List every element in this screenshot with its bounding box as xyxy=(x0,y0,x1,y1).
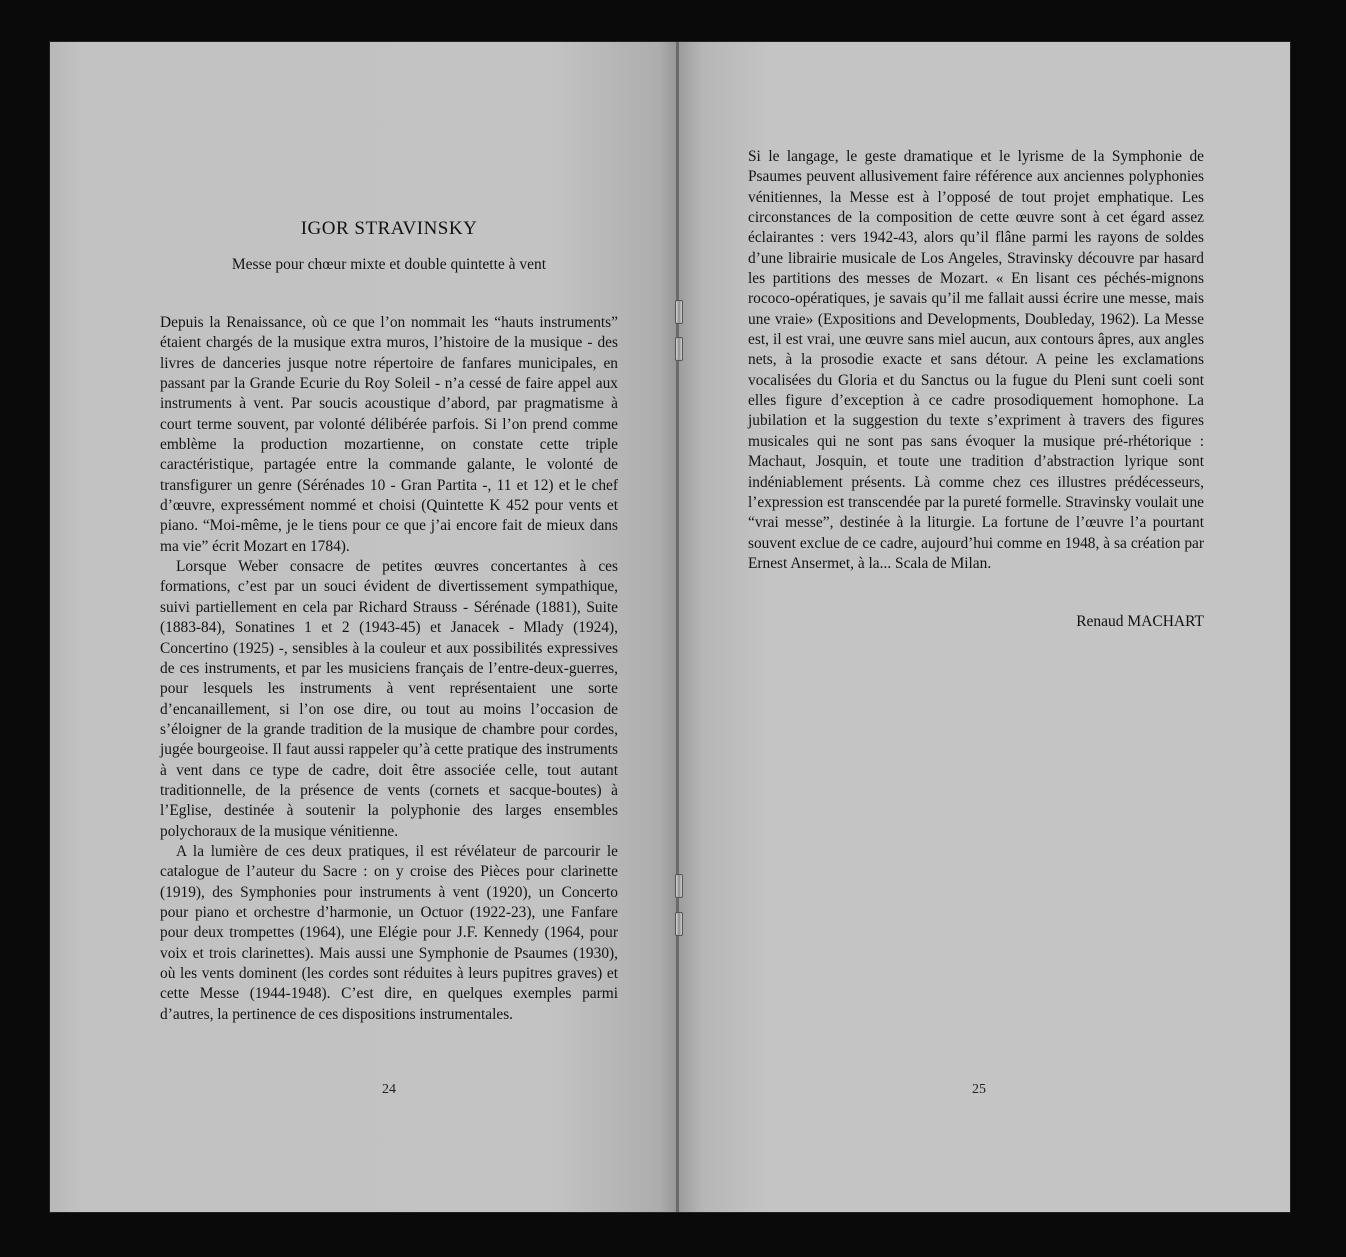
staple-bottom-b xyxy=(675,912,683,936)
title-rest: GOR STRAVINSKY xyxy=(307,218,478,239)
staple-bottom-a xyxy=(675,874,683,898)
page-number-left: 24 xyxy=(382,1082,396,1097)
left-page xyxy=(50,42,678,1212)
left-body-text xyxy=(160,313,618,1025)
paragraph-3: A la lumière de ces deux pratiques, il est révélateur de parcourir le catalogue de l’auteur du Sacre : on y croise des Pièces pour clarinette (1919), des Symphonies pour instruments à vent (1920), un Concerto pour piano et orchestre d’harmonie, un Octuor (1922-23), une Fanfare pour deux trompettes (1964), une Elégie pour J.F. Kennedy (1964, pour voix et trois clarinettes). Mais aussi une Symphonie de Psaumes (1930), où les vents dominent (les cordes sont réduites à leurs pupitres graves) et cette Messe (1944-1948). C’est dire, en quelques exemples parmi d’autres, la pertinence de ces dispositions instrumentales. xyxy=(160,842,618,1023)
right-page xyxy=(678,42,1290,1212)
paragraph-1: Depuis la Renaissance, où ce que l’on nommait les “hauts instruments” étaient chargés de la musique extra muros, l’histoire de la musique - des livres de danceries jusque notre répertoire de fanfares municipales, en passant par la Grande Ecurie du Roy Soleil - n’a cessé de faire appel aux instruments à vent. Par soucis acoustique d’abord, par pragmatisme à court terme souvent, par volonté délibérée parfois. Si l’on prend comme emblème la production mozartienne, on constate cette triple caractéristique, partagée entre la commande galante, le volonté de transfigurer un genre (Sérénades 10 - Gran Partita -, 11 et 12) et le chef d’œuvre, expressément nommé et choisi (Quintette K 452 pour vents et piano. “Moi-même, je le tiens pour ce que j’ai encore fait de mieux dans ma vie” écrit Mozart en 1784). xyxy=(160,314,618,555)
page-number-right: 25 xyxy=(972,1082,986,1097)
staple-top-b xyxy=(675,337,683,361)
paragraph-2: Lorsque Weber consacre de petites œuvres concertantes à ces formations, c’est par un souci évident de divertissement sympathique, suivi partiellement en cela par Richard Strauss - Sérénade (1881), Suite (1883-84), Sonatines 1 et 2 (1943-45) et Janacek - Mlady (1924), Concertino (1925) -, sensibles à la couleur et aux possibilités expressives de ces instruments, et par les musiciens français de l’entre-deux-guerres, pour lesquels les instruments à vent représentaient une sorte d’encanaillement, si l’on ose dire, ou tout au moins l’occasion de s’éloigner de la grande tradition de la musique de chambre pour cordes, jugée bourgeoise. Il faut aussi rappeler qu’à cette pratique des instruments à vent dans ce type de cadre, doit être associée celle, tout autant traditionnelle, de la présence de vents (cornets et sacque-boutes) à l’Eglise, destinée à soutenir la polyphonie des larges ensembles polychoraux de la musique vénitienne. xyxy=(160,558,618,840)
page-subtitle: Messe pour chœur mixte et double quintette à vent xyxy=(231,256,547,273)
author-signature: Renaud MACHART xyxy=(1076,613,1204,630)
open-booklet xyxy=(50,42,1290,1212)
page-title xyxy=(160,218,618,240)
paragraph-4: Si le langage, le geste dramatique et le lyrisme de la Symphonie de Psaumes peuvent allusivement faire référence aux anciennes polyphonies vénitiennes, la Messe est à l’opposé de tout projet emphatique. Les circonstances de la composition de cette œuvre sont à cet égard assez éclairantes : vers 1942-43, alors qu’il flâne parmi les rayons de soldes d’une librairie musicale de Los Angeles, Stravinsky découvre par hasard les partitions des messes de Mozart. « En lisant ces péchés-mignons rococo-opératiques, je savais qu’il me fallait aussi écrire une messe, mais une vraie» (Expositions and Developments, Doubleday, 1962). La Messe est, il est vrai, une œuvre sans miel aucun, aux contours âpres, aux angles nets, à la prosodie exacte et sans détour. A peine les exclamations vocalisées du Gloria et du Sanctus ou la fugue du Pleni sunt coeli sont elles figure d’exception à ce cadre prosodiquement homophone. La jubilation et la suggestion du texte s’expriment à travers des figures musicales qui ne sont pas sans évoquer la musique pré-rhétorique : Machaut, Josquin, et toute une tradition d’abstraction lyrique sont indéniablement présents. Là comme chez ces illustres prédécesseurs, l’expression est transcendée par la pureté formelle. Stravinsky voulait une “vrai messe”, destinée à la liturgie. La fortune de l’œuvre l’a pourtant souvent exclue de ce cadre, aujourd’hui comme en 1948, à sa création par Ernest Ansermet, à la... Scala de Milan. xyxy=(748,148,1204,572)
book-gutter xyxy=(676,42,679,1212)
right-body-text xyxy=(748,147,1204,574)
title-initial: I xyxy=(300,218,308,239)
staple-top-a xyxy=(675,300,683,324)
